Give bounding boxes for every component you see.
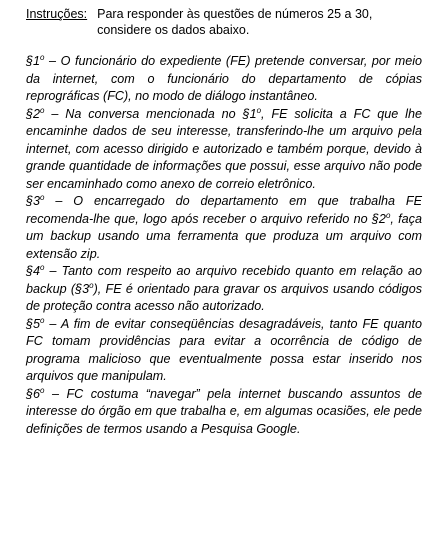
paragraph-6-prefix-sup: o <box>40 385 45 395</box>
paragraph-4-ref-sup: o <box>89 280 94 290</box>
paragraph-3-text: – O encarregado do departamento em que trabalha FE recomenda-lhe que, logo após receber o arquivo referido no <box>26 194 422 226</box>
paragraph-2-text: – Na conversa mencionada no <box>44 106 243 121</box>
paragraph-3-ref-sup: o <box>385 210 391 220</box>
paragraph-5-prefix: §5 <box>26 316 41 331</box>
paragraph-5-prefix-sup: o <box>40 315 45 325</box>
paragraph-6 <box>26 386 422 439</box>
paragraph-3 <box>26 193 422 263</box>
paragraph-2-ref-sup: o <box>256 105 262 115</box>
paragraph-4-text2: ), FE é orientado para gravar os arquivos usando códigos de proteção contra acesso não autorizado. <box>26 281 422 313</box>
paragraph-3-ref: §2 <box>371 211 386 226</box>
paragraph-1-prefix: §1 <box>26 54 41 68</box>
paragraph-3-prefix-sup: o <box>40 192 45 202</box>
paragraph-2 <box>26 106 422 194</box>
instructions <box>26 6 422 38</box>
paragraph-4-prefix: §4 <box>26 264 41 278</box>
instructions-text: Para responder às questões de números 25 a 30, considere os dados abaixo. <box>97 7 373 37</box>
paragraph-6-prefix: §6 <box>26 386 41 401</box>
paragraph-3-text2: , faça um backup usando uma ferramenta que produza um arquivo com extensão zip. <box>26 211 422 261</box>
paragraph-4-ref: §3 <box>75 281 90 296</box>
instructions-label: Instruções: <box>26 7 88 21</box>
paragraph-1 <box>26 53 422 106</box>
paragraph-1-text: – O funcionário do expediente (FE) pretende conversar, por meio da internet, com o funcionário do departamento de cópias reprográficas (FC), no modo de diálogo instantâneo. <box>26 54 422 103</box>
paragraph-2-text2: , FE solicita a FC que lhe encaminhe dados de seu interesse, transferindo-lhe um arquivo pela internet, com acesso dirigido e autorizado e também porque, devido à grande quantidade de informações que possui, esse arquivo não pode ser encaminhado como anexo de correio eletrônico. <box>26 106 422 191</box>
paragraph-2-prefix: §2 <box>26 106 41 121</box>
paragraph-1-prefix-sup: o <box>40 52 45 62</box>
paragraph-2-ref: §1 <box>242 106 257 121</box>
paragraph-2-prefix-sup: o <box>40 105 45 115</box>
paragraph-6-text: – FC costuma “navegar” pela internet buscando assuntos de interesse do órgão em que trabalha e, em algumas ocasiões, ele pede definições de termos usando a Pesquisa Google. <box>26 386 422 436</box>
paragraph-4 <box>26 263 422 316</box>
paragraph-5 <box>26 316 422 386</box>
paragraph-4-text: – Tanto com respeito ao arquivo recebido quanto em relação ao backup ( <box>26 264 422 296</box>
paragraph-4-prefix-sup: o <box>40 262 45 272</box>
paragraph-5-text: – A fim de evitar conseqüências desagradáveis, tanto FE quanto FC tomam providências para evitar a ocorrência de código de programa malicioso que eventualmente possa estar inserido nos arquivos que manipulam. <box>26 316 422 383</box>
paragraph-3-prefix: §3 <box>26 194 41 208</box>
